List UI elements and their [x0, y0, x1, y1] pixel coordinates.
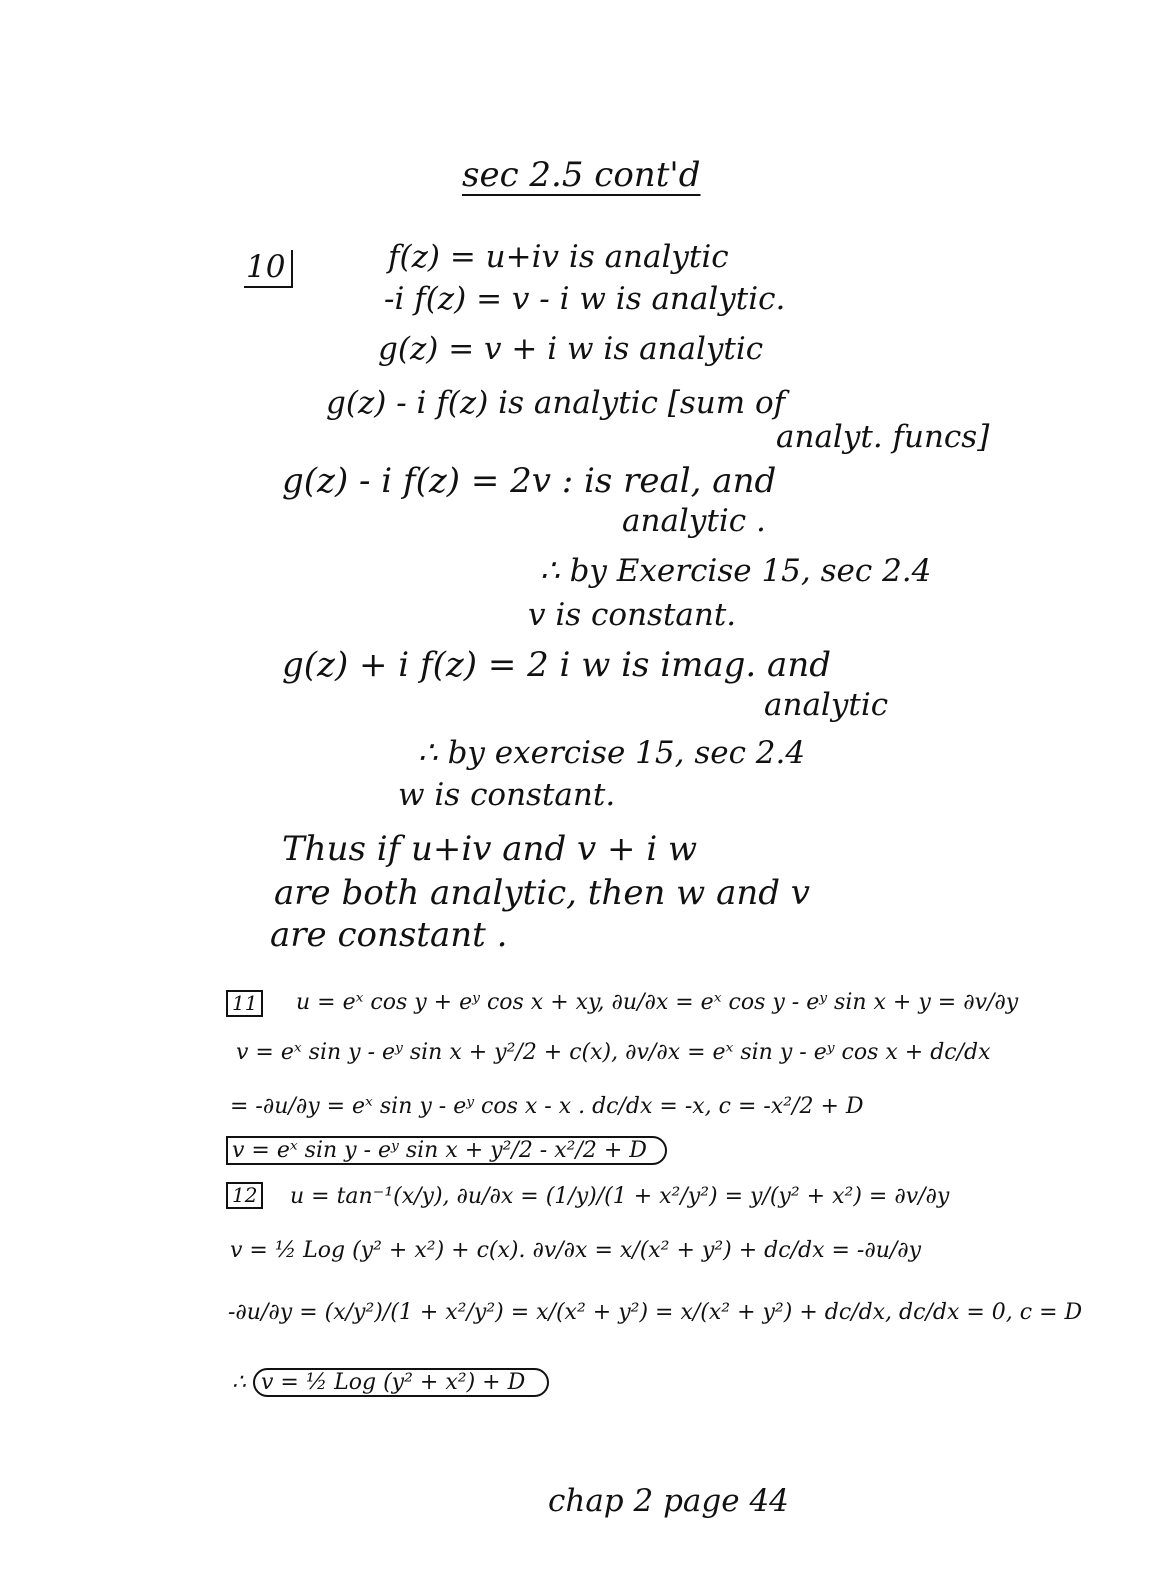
problem-12-answer — [232, 1370, 549, 1395]
problem-10-line-3: g(z) = v + i w is analytic — [378, 331, 764, 367]
problem-11-line-3: = -∂u/∂y = eˣ sin y - eʸ cos x - x . dc/dx = -x, c = -x²/2 + D — [230, 1094, 864, 1119]
problem-10-line-12: ∴ by exercise 15, sec 2.4 — [418, 735, 806, 771]
problem-12-line-2: v = ½ Log (y² + x²) + c(x). ∂v/∂x = x/(x² + y²) + dc/dx = -∂u/∂y — [230, 1238, 922, 1263]
problem-10-line-9: v is constant. — [528, 597, 737, 633]
problem-11-label: 11 — [226, 990, 263, 1017]
therefore-symbol: ∴ — [232, 1370, 246, 1395]
problem-10-line-11: analytic — [764, 687, 889, 723]
problem-10-line-1: f(z) = u+iv is analytic — [388, 239, 729, 275]
problem-11-line-2: v = eˣ sin y - eʸ sin x + y²/2 + c(x), ∂v/∂x = eˣ sin y - eʸ cos x + dc/dx — [236, 1040, 991, 1065]
problem-12-line-1: u = tan⁻¹(x/y), ∂u/∂x = (1/y)/(1 + x²/y²) = y/(y² + x²) = ∂v/∂y — [290, 1184, 950, 1209]
problem-11-answer-circle: v = eˣ sin y - eʸ sin x + y²/2 - x²/2 + D — [226, 1136, 667, 1165]
problem-11-line-1: u = eˣ cos y + eʸ cos x + xy, ∂u/∂x = eˣ cos y - eʸ sin x + y = ∂v/∂y — [296, 990, 1019, 1015]
conclusion-line-1: Thus if u+iv and v + i w — [282, 829, 698, 869]
problem-10-line-4: g(z) - i f(z) is analytic [sum of — [326, 385, 786, 421]
problem-12-label: 12 — [226, 1182, 263, 1209]
problem-10-line-13: w is constant. — [398, 777, 616, 813]
page-footer: chap 2 page 44 — [548, 1483, 789, 1519]
problem-10-number — [244, 250, 293, 288]
problem-11-number — [226, 990, 263, 1017]
problem-10-line-10: g(z) + i f(z) = 2 i w is imag. and — [282, 645, 831, 685]
problem-10-line-8: ∴ by Exercise 15, sec 2.4 — [540, 553, 932, 589]
problem-12-answer-circle: v = ½ Log (y² + x²) + D — [253, 1368, 549, 1397]
problem-10-label: 10 — [244, 250, 293, 288]
problem-10-line-7: analytic . — [622, 503, 766, 539]
problem-11-answer — [226, 1138, 667, 1163]
conclusion-line-2: are both analytic, then w and v — [274, 873, 811, 913]
problem-10-line-2: -i f(z) = v - i w is analytic. — [384, 281, 786, 317]
problem-12-line-3: -∂u/∂y = (x/y²)/(1 + x²/y²) = x/(x² + y²) = x/(x² + y²) + dc/dx, dc/dx = 0, c = D — [228, 1300, 1083, 1325]
page-title: sec 2.5 cont'd — [462, 155, 701, 195]
conclusion-line-3: are constant . — [270, 915, 508, 955]
problem-10-line-5: analyt. funcs] — [776, 419, 990, 455]
problem-12-number — [226, 1182, 263, 1209]
problem-10-line-6: g(z) - i f(z) = 2v : is real, and — [282, 461, 777, 501]
